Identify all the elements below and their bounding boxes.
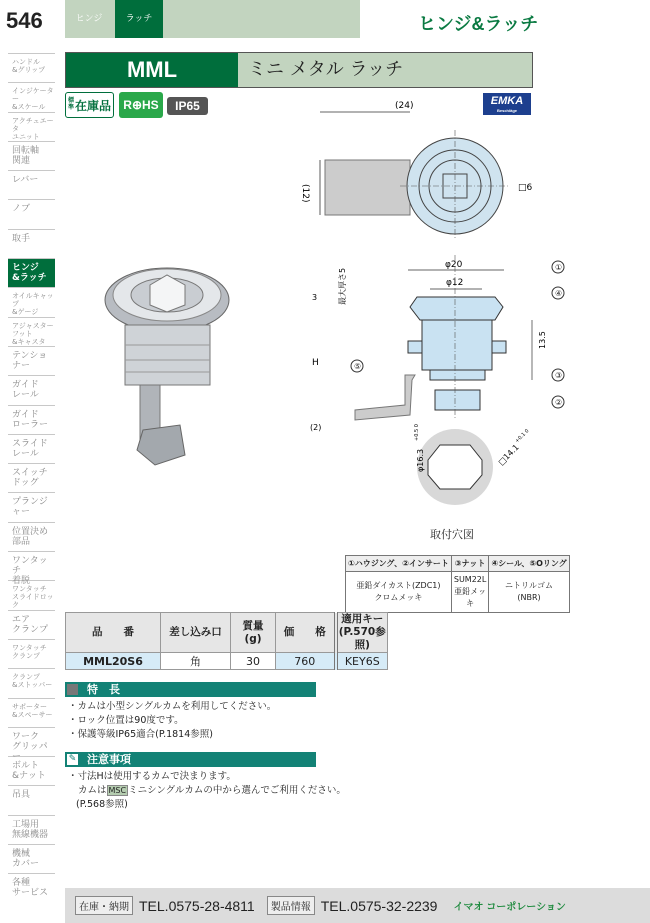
square-icon	[67, 684, 78, 695]
cell-key: KEY6S	[336, 653, 388, 670]
sidebar-item[interactable]: スイッチ ドッグ	[8, 463, 55, 492]
dim-max-thickness: 最大厚さ5	[338, 267, 347, 305]
brand-sub: Beschläge	[496, 108, 517, 113]
hole-square-tolerance: +0.1 0	[514, 428, 531, 445]
sidebar-item[interactable]: インジケーター &スケール	[8, 82, 55, 111]
hole-square: □14.1	[496, 442, 521, 468]
category-sidebar	[8, 53, 55, 903]
dim-13-5: 13.5	[538, 331, 547, 349]
product-name: ミニ メタル ラッチ	[248, 59, 404, 80]
sidebar-item[interactable]: レバー	[8, 170, 55, 199]
col-key: 適用キー (P.570参照)	[336, 613, 388, 653]
dim-d12: φ12	[446, 278, 464, 288]
tab-latch[interactable]: ラッチ	[115, 0, 163, 38]
sidebar-item[interactable]: クランプ &ストッパー	[8, 668, 55, 697]
cell-price: 760	[276, 653, 336, 670]
dim-width: (24)	[395, 101, 414, 111]
dim-3: 3	[312, 293, 318, 302]
feature-item: ・保護等級IP65適合(P.1814参照)	[68, 729, 213, 740]
header-tab-bar	[65, 0, 360, 38]
sidebar-item[interactable]: テンショナー	[8, 346, 55, 375]
tab-hinge[interactable]: ヒンジ	[65, 0, 113, 38]
brand-name: EMKA	[490, 95, 524, 107]
sidebar-item[interactable]: プランジャー	[8, 492, 55, 521]
sidebar-item[interactable]: 回転軸 関連	[8, 141, 55, 170]
col-price: 価 格	[276, 613, 336, 653]
section-title: ヒンジ&ラッチ	[418, 14, 539, 34]
hole-diameter: φ16.3	[416, 448, 425, 472]
dim-square: □6	[518, 183, 533, 193]
info-tel[interactable]: TEL.0575-32-2239	[320, 897, 438, 914]
sidebar-item[interactable]: ガイド レール	[8, 375, 55, 404]
dim-2: (2)	[310, 423, 322, 432]
mat-value: SUM22L 亜鉛メッキ	[451, 572, 488, 613]
callout-4: ④	[555, 289, 563, 298]
cell-insert: 角	[161, 653, 231, 670]
callout-2: ②	[555, 398, 563, 407]
mat-header: ③ナット	[451, 556, 488, 572]
note-line: (P.568参照)	[76, 799, 128, 810]
rohs-badge: R⊕HS	[119, 92, 163, 118]
materials-table	[345, 555, 570, 613]
dim-d20: φ20	[445, 260, 463, 270]
callout-5: ⑤	[354, 362, 362, 371]
sidebar-item[interactable]: スライド レール	[8, 434, 55, 463]
note-text: ミニシングルカムの中から選んでご利用ください。	[128, 785, 346, 796]
product-title-bar	[65, 52, 533, 88]
col-part-number: 品 番	[66, 613, 161, 653]
footer	[65, 888, 650, 923]
sidebar-item[interactable]: 取手	[8, 229, 55, 258]
hole-diameter-tolerance: +0.5 0	[414, 424, 420, 441]
table-row	[66, 653, 388, 670]
spec-table	[65, 612, 388, 670]
stock-label: 在庫・納期	[75, 896, 133, 915]
sidebar-item[interactable]: ワンタッチ クランプ	[8, 639, 55, 668]
sidebar-item[interactable]: サポーター &スペーサー	[8, 698, 55, 727]
model-code: MML	[66, 53, 238, 87]
hole-caption: 取付穴図	[430, 528, 474, 541]
col-insert: 差し込み口	[161, 613, 231, 653]
sidebar-item[interactable]: ハンドル &グリップ	[8, 53, 55, 82]
sidebar-item[interactable]: ワンタッチ 着脱	[8, 551, 55, 580]
sidebar-item[interactable]: ノブ	[8, 199, 55, 228]
sidebar-item[interactable]: 機械 カバー	[8, 844, 55, 873]
sidebar-item[interactable]: ボルト &ナット	[8, 756, 55, 785]
mat-header: ④シール、⑤Oリング	[489, 556, 569, 572]
sidebar-item[interactable]: ワーク グリッパー	[8, 727, 55, 756]
stock-badge	[65, 92, 114, 118]
sidebar-item[interactable]: 位置決め 部品	[8, 522, 55, 551]
sidebar-item[interactable]: オイルキャップ &ゲージ	[8, 287, 55, 316]
notes-title: 注意事項	[87, 753, 131, 766]
pencil-icon: ✎	[68, 754, 77, 764]
mat-value: ニトリルゴム (NBR)	[489, 572, 569, 613]
sidebar-item[interactable]: 工場用 無線機器	[8, 815, 55, 844]
callout-1: ①	[555, 263, 563, 272]
mat-header: ①ハウジング、②インサート	[346, 556, 452, 572]
sidebar-item[interactable]: アジャスター フット &キャスタ	[8, 317, 55, 346]
notes-header	[65, 752, 316, 767]
company-logo: イマオ コーポレーション	[453, 902, 566, 913]
col-mass: 質量 (g)	[231, 613, 276, 653]
features-title: 特 長	[87, 683, 120, 696]
note-line: ・寸法Hは使用するカムで決まります。	[68, 771, 236, 782]
callout-3: ③	[555, 371, 563, 380]
cell-part-number: MML20S6	[66, 653, 161, 670]
sidebar-item[interactable]: ワンタッチ スライドロック	[8, 580, 55, 609]
features-header	[65, 682, 316, 697]
stock-tel[interactable]: TEL.0575-28-4811	[139, 897, 255, 914]
sidebar-item[interactable]: アクチュエータ ユニット	[8, 112, 55, 141]
sidebar-item[interactable]: 各種 サービス	[8, 873, 55, 902]
feature-item: ・ロック位置は90度です。	[68, 715, 184, 726]
note-text: カムは	[78, 785, 107, 796]
section-drawing	[300, 245, 590, 520]
feature-item: ・カムは小型シングルカムを利用してください。	[68, 701, 277, 712]
mat-value: 亜鉛ダイカスト(ZDC1) クロムメッキ	[346, 572, 452, 613]
dim-h: H	[312, 358, 319, 368]
sidebar-item[interactable]: 吊具	[8, 785, 55, 814]
product-photo	[95, 250, 245, 480]
info-label: 製品情報	[267, 896, 315, 915]
sidebar-item[interactable]: エア クランプ	[8, 610, 55, 639]
note-line	[78, 784, 346, 798]
page-number: 546	[6, 8, 43, 33]
stock-badge-small: 標準	[67, 98, 74, 111]
cell-mass: 30	[231, 653, 276, 670]
dim-height: (12)	[300, 184, 310, 203]
top-view-drawing	[300, 100, 540, 240]
sidebar-item[interactable]: ヒンジ &ラッチ	[8, 258, 55, 287]
ip65-badge: IP65	[167, 97, 208, 115]
sidebar-item[interactable]: ガイド ローラー	[8, 405, 55, 434]
msc-tag: MSC	[108, 786, 127, 795]
stock-badge-label: 在庫品	[74, 98, 111, 113]
